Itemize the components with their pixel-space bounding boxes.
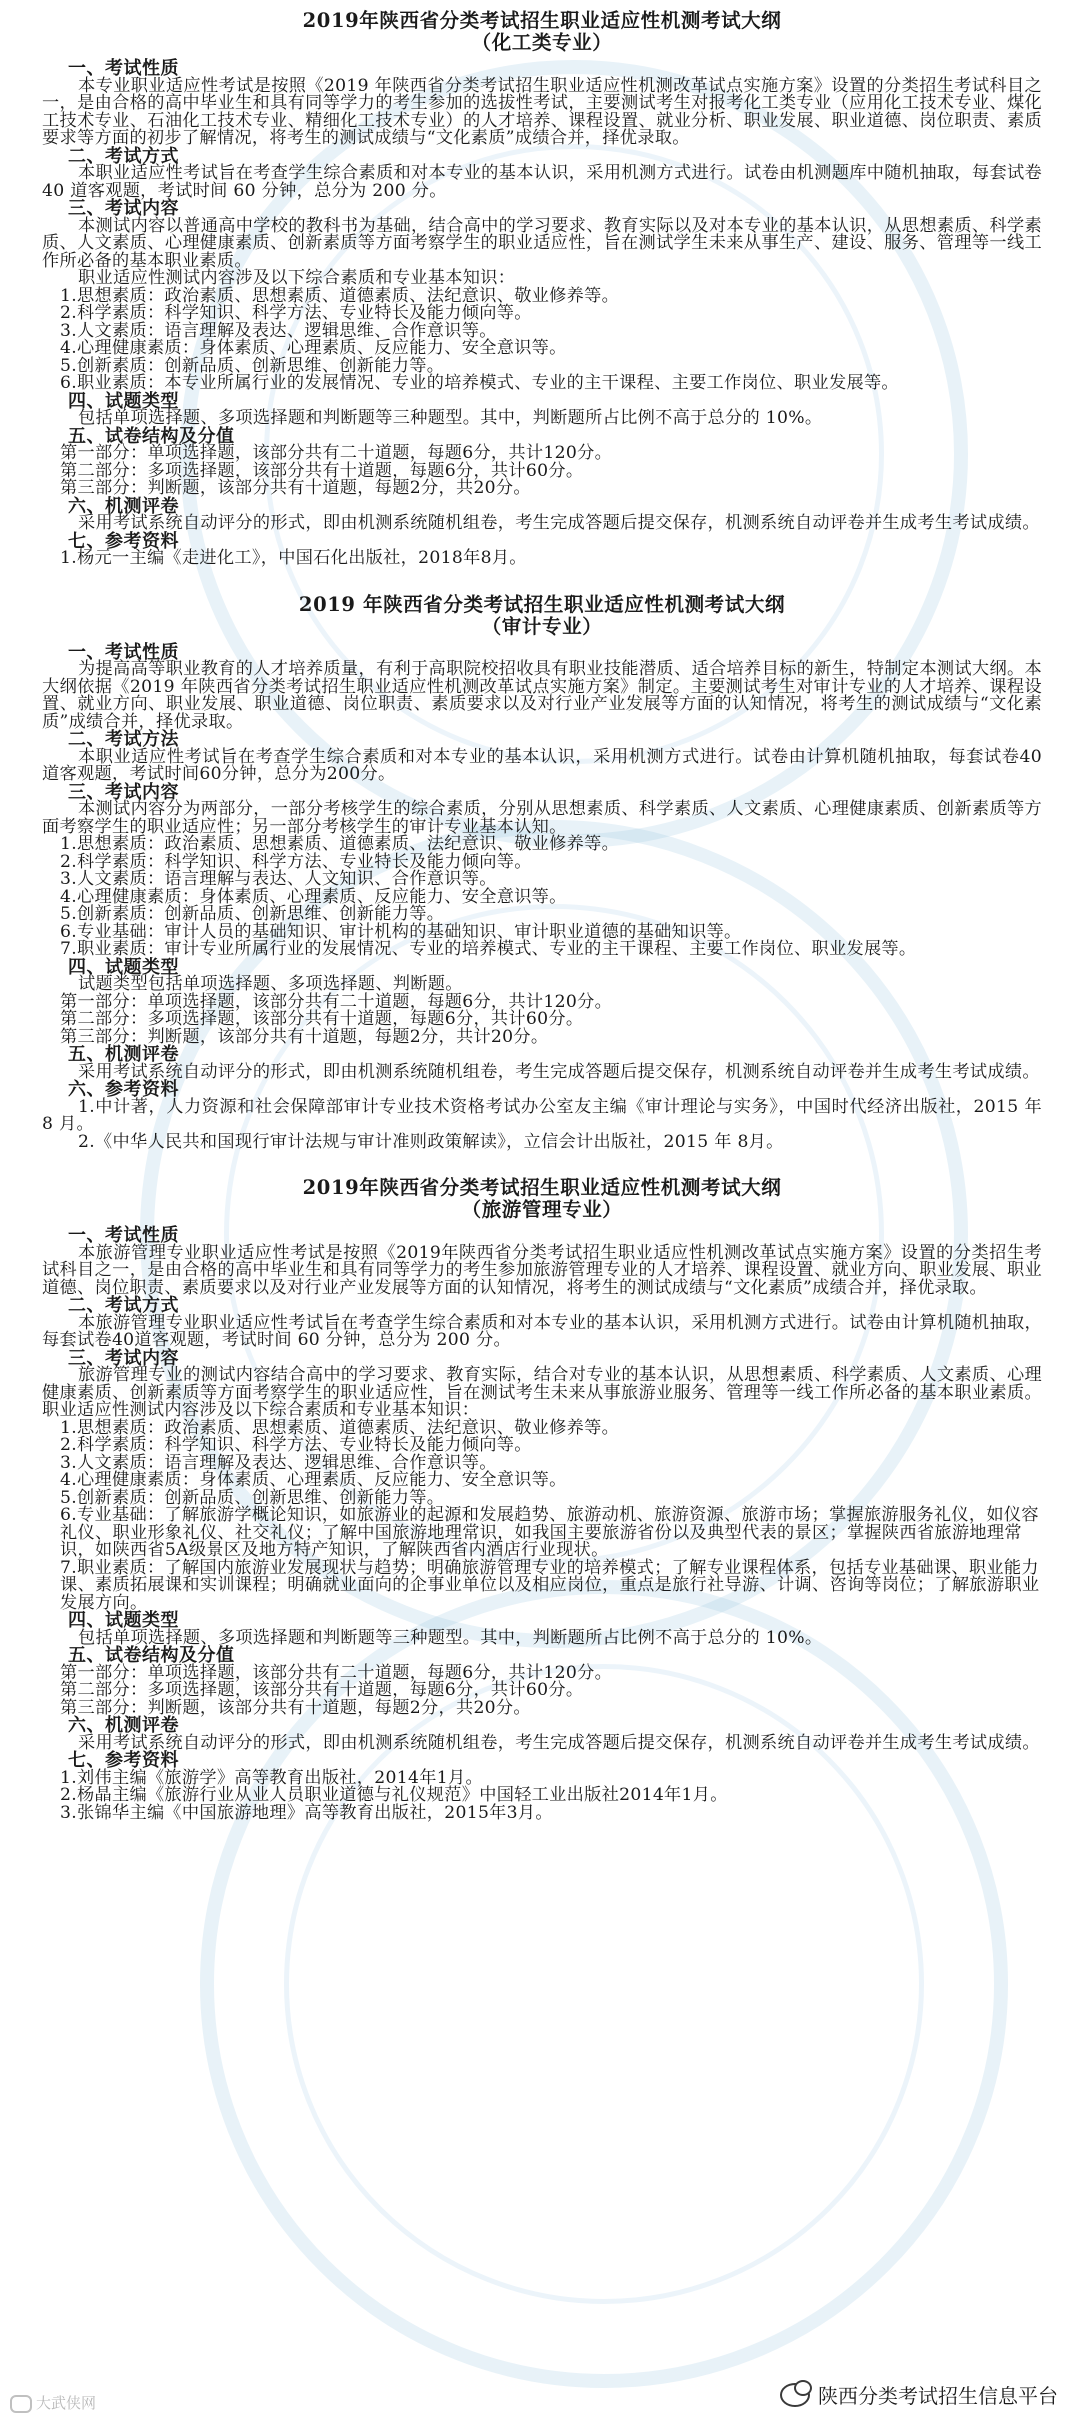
list-item: 1.思想素质：政治素质、思想素质、道德素质、法纪意识、敬业修养等。 (60, 285, 620, 306)
doc-title: 2019年陕西省分类考试招生职业适应性机测考试大纲 (302, 9, 782, 32)
paragraph: 本旅游管理专业职业适应性考试旨在考查学生综合素质和对本专业的基本认识，采用机测方式进行。试卷由计算机随机抽取，每套试卷40道客观题，考试时间 60 分钟，总分为 200 分。 (42, 1312, 1042, 1350)
paragraph: 采用考试系统自动评分的形式，即由机测系统随机组卷，考生完成答题后提交保存，机测系统自动评卷并生成考生考试成绩。 (78, 1061, 1040, 1082)
wechat-icon (780, 2383, 810, 2407)
list-item: 第二部分：多项选择题，该部分共有十道题，每题6分，共计60分。 (60, 1680, 584, 1700)
wechat-account-name: 陕西分类考试招生信息平台 (818, 2384, 1058, 2408)
list-item: 3.张锦华主编《中国旅游地理》高等教育出版社，2015年3月。 (60, 1802, 553, 1823)
section-heading: 四、试题类型 (68, 956, 179, 978)
doc-subtitle: （化工类专业） (471, 31, 613, 54)
section-heading: 一、考试性质 (68, 1225, 179, 1246)
section-heading: 六、机测评卷 (68, 495, 179, 517)
section-heading: 六、参考资料 (68, 1079, 179, 1100)
list-item: 5.创新素质：创新品质、创新思维、创新能力等。 (60, 1487, 445, 1508)
section-heading: 六、机测评卷 (68, 1715, 179, 1736)
paragraph: 职业适应性测试内容涉及以下综合素质和专业基本知识： (78, 268, 516, 288)
paragraph: 采用考试系统自动评分的形式，即由机测系统随机组卷，考生完成答题后提交保存，机测系统自动评卷并生成考生考试成绩。 (78, 1732, 1040, 1753)
list-item: 4.心理健康素质：身体素质、心理素质、反应能力、安全意识等。 (60, 338, 567, 358)
doc-title: 2019年陕西省分类考试招生职业适应性机测考试大纲 (302, 1176, 782, 1199)
list-item: 4.心理健康素质：身体素质、心理素质、反应能力、安全意识等。 (60, 1470, 567, 1490)
list-item: 3.人文素质：语言理解及表达、逻辑思维、合作意识等。 (60, 1452, 497, 1473)
list-item: 5.创新素质：创新品质、创新思维、创新能力等。 (60, 904, 445, 924)
section-heading: 五、机测评卷 (68, 1044, 179, 1065)
doc-title: 2019 年陕西省分类考试招生职业适应性机测考试大纲 (298, 592, 786, 616)
section-heading: 二、考试方法 (68, 729, 179, 750)
paragraph: 试题类型包括单项选择题、多项选择题、判断题。 (78, 974, 463, 994)
section-heading: 三、考试内容 (68, 198, 179, 219)
syllabus-audit (42, 594, 1042, 1152)
list-item: 4.心理健康素质：身体素质、心理素质、反应能力、安全意识等。 (60, 886, 567, 907)
list-item: 第三部分：判断题，该部分共有十道题，每题2分，共20分。 (60, 1697, 531, 1718)
wechat-account-badge[interactable] (772, 2378, 1066, 2411)
document-page (42, 10, 1042, 1822)
list-item: 1.杨元一主编《走进化工》，中国石化出版社，2018年8月。 (60, 548, 527, 568)
section-heading: 三、考试内容 (68, 1347, 179, 1369)
list-item: 第三部分：判断题，该部分共有十道题，每题2分，共计20分。 (60, 1026, 549, 1047)
list-item: 第三部分：判断题，该部分共有十道题，每题2分，共20分。 (60, 478, 531, 498)
list-item: 1.思想素质：政治素质、思想素质、道德素质、法纪意识、敬业修养等。 (60, 834, 620, 854)
list-item: 1.思想素质：政治素质、思想素质、道德素质、法纪意识、敬业修养等。 (60, 1417, 620, 1438)
list-item: 3.人文素质：语言理解及表达、逻辑思维、合作意识等。 (60, 320, 497, 341)
section-heading: 一、考试性质 (68, 58, 179, 79)
paragraph: 包括单项选择题、多项选择题和判断题等三种题型。其中，判断题所占比例不高于总分的 10%。 (78, 408, 823, 428)
list-item: 第一部分：单项选择题，该部分共有二十道题，每题6分，共计120分。 (60, 1662, 613, 1683)
paragraph: 包括单项选择题、多项选择题和判断题等三种题型。其中，判断题所占比例不高于总分的 10%。 (78, 1627, 823, 1648)
list-item: 2.科学素质：科学知识、科学方法、专业特长及能力倾向等。 (60, 303, 532, 323)
list-item: 7.职业素质：审计专业所属行业的发展情况、专业的培养模式、专业的主干课程、主要工作岗位、职业发展等。 (60, 939, 917, 959)
list-item: 3.人文素质：语言理解与表达、人文知识、合作意识等。 (60, 869, 497, 889)
paragraph: 本旅游管理专业职业适应性考试是按照《2019年陕西省分类考试招生职业适应性机测改革试点实施方案》设置的分类招生考试科目之一，是由合格的高中毕业生和具有同等学力的考生参加旅游管理专业的人才培养、课程设置、就业方向、职业发展、职业道德、岗位职责、素质要求以及对行业产业发展等方面的认知情况，将考生的测试成绩与“文化素质”成绩合并，择优录取。 (42, 1242, 1042, 1298)
list-item: 第一部分：单项选择题，该部分共有二十道题，每题6分，共计120分。 (60, 443, 613, 463)
syllabus-chemical (42, 10, 1042, 568)
paragraph: 采用考试系统自动评分的形式，即由机测系统随机组卷，考生完成答题后提交保存，机测系统自动评卷并生成考生考试成绩。 (78, 513, 1040, 533)
section-heading: 五、试卷结构及分值 (68, 425, 235, 447)
paragraph: 本测试内容分为两部分，一部分考核学生的综合素质，分别从思想素质、科学素质、人文素质、心理健康素质、创新素质等方面考察学生的职业适应性；另一部分考核学生的审计专业基本认知。 (42, 799, 1042, 837)
list-item: 第二部分：多项选择题，该部分共有十道题，每题6分，共计60分。 (60, 460, 584, 481)
list-item: 6.专业基础：审计人员的基础知识、审计机构的基础知识、审计职业道德的基础知识等。 (60, 921, 742, 942)
doc-subtitle: （审计专业） (481, 614, 603, 638)
list-item: 5.创新素质：创新品质、创新思维、创新能力等。 (60, 355, 445, 376)
paragraph: 旅游管理专业的测试内容结合高中的学习要求、教育实际，结合对专业的基本认识，从思想素质、科学素质、人文素质、心理健康素质、创新素质等方面考察学生的职业适应性，旨在测试考生未来从事旅游业服务、管理等一线工作所必备的基本职业素质。职业适应性测试内容涉及以下综合素质和专业基本知识： (42, 1365, 1042, 1420)
paragraph: 2.《中华人民共和国现行审计法规与审计准则政策解读》，立信会计出版社，2015 年 8月。 (78, 1131, 784, 1152)
list-item: 2.科学素质：科学知识、科学方法、专业特长及能力倾向等。 (60, 851, 532, 872)
list-item: 第一部分：单项选择题，该部分共有二十道题，每题6分，共计120分。 (60, 991, 613, 1012)
section-heading: 三、考试内容 (68, 781, 179, 803)
list-item: 6.职业素质：本专业所属行业的发展情况、专业的培养模式、专业的主干课程、主要工作岗位、职业发展等。 (60, 373, 899, 393)
syllabus-tourism (42, 1177, 1042, 1822)
list-item: 7.职业素质：了解国内旅游业发展现状与趋势；明确旅游管理专业的培养模式；了解专业课程体系，包括专业基础课、职业能力课、素质拓展课和实训课程；明确就业面向的企事业单位以及相应岗位，重点是旅行社导游、计调、咨询等岗位；了解旅游职业发展方向。 (60, 1557, 1040, 1613)
paragraph: 为提高高等职业教育的人才培养质量，有利于高职院校招收具有职业技能潜质、适合培养目标的新生，特制定本测试大纲。本大纲依据《2019 年陕西省分类考试招生职业适应性机测改革试点实施方案》制定。主要测试考生对审计专业的人才培养、课程设置、就业方向、职业发展、职业道德、岗位职责、素质要求以及对行业产业发展等方面的认知情况，将考生的测试成绩与“文化素质”成绩合并，择优录取。 (42, 659, 1042, 732)
paw-icon (10, 2395, 32, 2413)
list-item: 1.刘伟主编《旅游学》高等教育出版社，2014年1月。 (60, 1767, 483, 1788)
paragraph: 本职业适应性考试旨在考查学生综合素质和对本专业的基本认识，采用机测方式进行。试卷由机测题库中随机抽取，每套试卷 40 道客观题，考试时间 60 分钟，总分为 200 分。 (42, 163, 1042, 201)
list-item: 第二部分：多项选择题，该部分共有十道题，每题6分，共计60分。 (60, 1009, 584, 1029)
section-heading: 四、试题类型 (68, 390, 179, 412)
list-item: 2.科学素质：科学知识、科学方法、专业特长及能力倾向等。 (60, 1435, 532, 1455)
site-logo-watermark (10, 2392, 96, 2413)
section-heading: 四、试题类型 (68, 1610, 179, 1631)
section-heading: 七、参考资料 (68, 1750, 179, 1771)
list-item: 2.杨晶主编《旅游行业从业人员职业道德与礼仪规范》中国轻工业出版社2014年1月。 (60, 1785, 728, 1805)
section-heading: 二、考试方式 (68, 145, 179, 167)
list-item: 6.专业基础：了解旅游学概论知识，如旅游业的起源和发展趋势、旅游动机、旅游资源、旅游市场；掌握旅游服务礼仪，如仪容礼仪、职业形象礼仪、社交礼仪；了解中国旅游地理常识，如我国主要旅游省份以及典型代表的景区；掌握陕西省旅游地理常识，如陕西省5A级景区及地方特产知识，了解陕西省内酒店行业现状。 (60, 1505, 1039, 1560)
paragraph: 本专业职业适应性考试是按照《2019 年陕西省分类考试招生职业适应性机测改革试点实施方案》设置的分类招生考试科目之一，是由合格的高中毕业生和具有同等学力的考生参加的选拔性考试，主要测试考生对报考化工类专业（应用化工技术专业、煤化工技术专业、石油化工技术专业、精细化工技术专业）的人才培养、课程设置、就业分析、职业发展、职业道德、岗位职责、素质要求等方面的初步了解情况，将考生的测试成绩与“文化素质”成绩合并，择优录取。 (42, 75, 1042, 148)
section-heading: 二、考试方式 (68, 1295, 179, 1316)
section-heading: 七、参考资料 (68, 530, 179, 552)
doc-subtitle: （旅游管理专业） (461, 1198, 623, 1221)
site-logo-text: 大武侠网 (36, 2394, 97, 2412)
section-heading: 五、试卷结构及分值 (68, 1645, 235, 1666)
paragraph: 1.中计著，人力资源和社会保障部审计专业技术资格考试办公室友主编《审计理论与实务》，中国时代经济出版社，2015 年 8 月。 (42, 1096, 1042, 1134)
section-heading: 一、考试性质 (68, 641, 179, 663)
paragraph: 本职业适应性考试旨在考查学生综合素质和对本专业的基本认识，采用机测方式进行。试卷由计算机随机抽取，每套试卷40道客观题，考试时间60分钟，总分为200分。 (42, 746, 1042, 784)
paragraph: 本测试内容以普通高中学校的教科书为基础，结合高中的学习要求、教育实际以及对本专业的基本认识，从思想素质、科学素质、人文素质、心理健康素质、创新素质等方面考察学生的职业适应性，旨在测试学生未来从事生产、建设、服务、管理等一线工作所必备的基本职业素质。 (42, 215, 1042, 271)
